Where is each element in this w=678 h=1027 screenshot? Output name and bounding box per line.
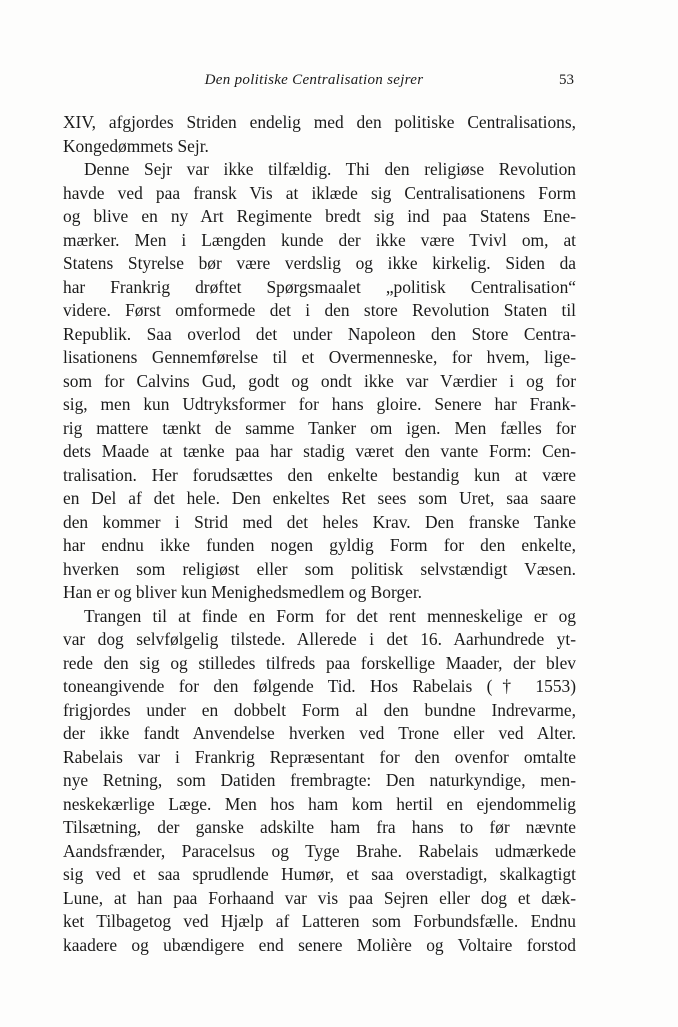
text-line: Tilsætning, der ganske adskilte ham fra hans to før nævnte bbox=[63, 817, 576, 837]
text-line: Statens Styrelse bør være verdslig og ikke kirkelig. Siden da bbox=[63, 253, 576, 273]
text-line: var dog selvfølgelig tilstede. Allerede i det 16. Aarhundrede yt- bbox=[63, 629, 576, 649]
text-line: sig, men kun Udtryksformer for hans gloire. Senere har Frank- bbox=[63, 394, 576, 414]
text-line: frigjordes under en dobbelt Form al den bundne Indrevarme, bbox=[63, 699, 576, 720]
text-line: Republik. Saa overlod det under Napoleon den Store Centra- bbox=[63, 323, 576, 344]
text-line: som for Calvins Gud, godt og ondt ikke var Værdier i og for bbox=[63, 370, 576, 391]
text-line: sig ved et saa sprudlende Humør, et saa overstadigt, skalkagtigt bbox=[63, 864, 576, 884]
text-line: rede den sig og stilledes tilfreds paa forskellige Maader, der blev bbox=[63, 652, 576, 673]
body-text bbox=[63, 111, 576, 957]
paragraph-1 bbox=[63, 111, 576, 158]
text-line: Denne Sejr var ikke tilfældig. Thi den religiøse Revolution bbox=[84, 159, 576, 179]
text-line: den kommer i Strid med det heles Krav. Den franske Tanke bbox=[63, 511, 576, 532]
text-line: videre. Først omformede det i den store Revolution Staten til bbox=[63, 300, 576, 320]
text-line: nye Retning, som Datiden frembragte: Den naturkyndige, men- bbox=[63, 770, 576, 790]
paragraph-2 bbox=[63, 158, 576, 605]
text-line: mærker. Men i Længden kunde der ikke være Tvivl om, at bbox=[63, 229, 576, 250]
text-line: der ikke fandt Anvendelse hverken ved Trone eller ved Alter. bbox=[63, 723, 576, 743]
text-line: har Frankrig drøftet Spørgsmaalet „politisk Centralisation“ bbox=[63, 276, 576, 297]
text-line: tralisation. Her forudsættes den enkelte bestandig kun at være bbox=[63, 464, 576, 485]
text-line: rig mattere tænkt de samme Tanker om igen. Men fælles for bbox=[63, 417, 576, 438]
text-line: havde ved paa fransk Vis at iklæde sig Centralisationens Form bbox=[63, 182, 576, 203]
text-line: kaadere og ubændigere end senere Molière og Voltaire forstod bbox=[63, 934, 576, 955]
paragraph-3 bbox=[63, 605, 576, 958]
text-line: har endnu ikke funden nogen gyldig Form for den enkelte, bbox=[63, 535, 576, 555]
running-header bbox=[0, 72, 678, 94]
text-line: Kongedømmets Sejr. bbox=[63, 135, 209, 156]
text-line: toneangivende for den følgende Tid. Hos Rabelais († 1553) bbox=[63, 676, 576, 696]
text-line: lisationens Gennemførelse til et Overmenneske, for hvem, lige- bbox=[63, 347, 576, 367]
text-line: Lune, at han paa Forhaand var vis paa Sejren eller dog et dæk- bbox=[63, 887, 576, 908]
text-line: dets Maade at tænke paa har stadig været den vante Form: Cen- bbox=[63, 441, 576, 461]
text-line: neskekærlige Læge. Men hos ham kom hertil en ejendommelig bbox=[63, 793, 576, 814]
text-line: og blive en ny Art Regimente bredt sig ind paa Statens Ene- bbox=[63, 206, 576, 226]
text-line: Trangen til at finde en Form for det rent menneskelige er og bbox=[84, 605, 576, 626]
text-line: Aandsfrænder, Paracelsus og Tyge Brahe. Rabelais udmærkede bbox=[63, 840, 576, 861]
running-title: Den politiske Centralisation sejrer bbox=[204, 72, 424, 88]
page-number: 53 bbox=[559, 72, 574, 88]
text-line: Han er og bliver kun Menighedsmedlem og Borger. bbox=[63, 582, 423, 602]
text-line: en Del af det hele. Den enkeltes Ret sees som Uret, saa saare bbox=[63, 488, 576, 508]
text-line: ket Tilbagetog ved Hjælp af Latteren som Forbundsfælle. Endnu bbox=[63, 911, 576, 931]
text-line: Rabelais var i Frankrig Repræsentant for den ovenfor omtalte bbox=[63, 746, 576, 767]
text-line: XIV, afgjordes Striden endelig med den politiske Centralisations, bbox=[63, 112, 576, 132]
text-line: hverken som religiøst eller som politisk selvstændigt Væsen. bbox=[63, 558, 576, 579]
